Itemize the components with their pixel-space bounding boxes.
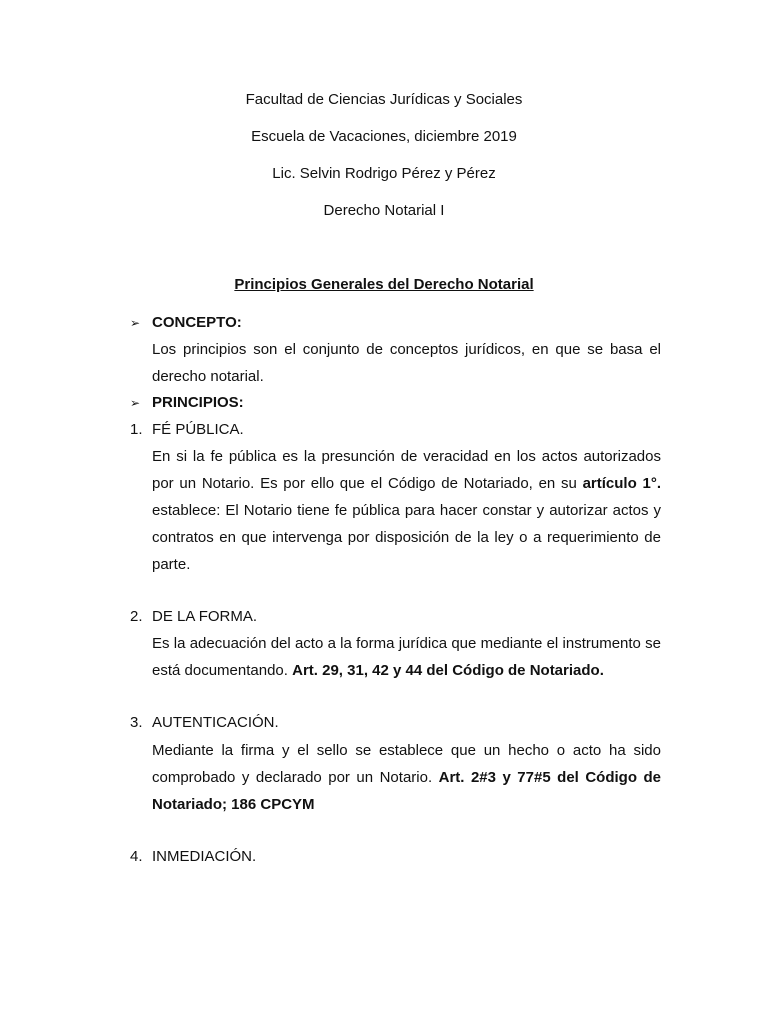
text-segment: Es la adecuación del acto a la forma jurídica que mediante el instrumento se está documentando. [152, 635, 661, 679]
list-item-number: 2. [130, 608, 143, 625]
legal-reference: Art. 29, 31, 42 y 44 del Código de Notariado. [292, 662, 604, 679]
list-item-number: 1. [130, 421, 143, 438]
concepto-paragraph [152, 336, 661, 390]
header-school: Escuela de Vacaciones, diciembre 2019 [251, 128, 517, 145]
text-segment: establece: El Notario tiene fe pública para hacer constar y autorizar actos y contratos en que intervenga por disposición de la ley o a requerimiento de parte. [152, 502, 661, 573]
list-item-3-text [152, 737, 661, 818]
concepto-text: Los principios son el conjunto de conceptos jurídicos, en que se basa el derecho notarial. [152, 341, 661, 385]
document-title: Principios Generales del Derecho Notarial [234, 276, 534, 293]
list-item-label: AUTENTICACIÓN. [152, 714, 279, 731]
header-professor: Lic. Selvin Rodrigo Pérez y Pérez [272, 165, 496, 182]
list-item-number: 4. [130, 848, 143, 865]
list-item-1-paragraph [152, 443, 661, 578]
text-segment: Mediante la firma y el sello se establece que un hecho o acto ha sido comprobado y declarado por un Notario. [152, 742, 661, 786]
list-item-number: 3. [130, 714, 143, 731]
text-segment: En si la fe pública es la presunción de veracidad en los actos autorizados por un Notario. Es por ello que el Código de Notariado, en su [152, 448, 661, 492]
arrow-bullet-icon: ➢ [130, 316, 141, 330]
list-item-2-text [152, 630, 661, 684]
list-item-label: DE LA FORMA. [152, 608, 258, 625]
list-item-1-text [152, 443, 661, 578]
list-item-label: FÉ PÚBLICA. [152, 421, 244, 438]
legal-reference: Art. 2#3 y 77#5 del Código de Notariado; 186 CPCYM [152, 769, 661, 813]
principios-label: PRINCIPIOS: [152, 394, 244, 411]
list-item-label: INMEDIACIÓN. [152, 848, 257, 865]
list-item-2-paragraph [152, 630, 661, 684]
header-faculty: Facultad de Ciencias Jurídicas y Sociales [245, 91, 523, 108]
legal-reference: artículo 1°. [582, 475, 661, 492]
concepto-label: CONCEPTO: [152, 314, 242, 331]
header-course: Derecho Notarial I [323, 202, 445, 219]
list-item-3-paragraph [152, 737, 661, 818]
arrow-bullet-icon: ➢ [130, 396, 141, 410]
